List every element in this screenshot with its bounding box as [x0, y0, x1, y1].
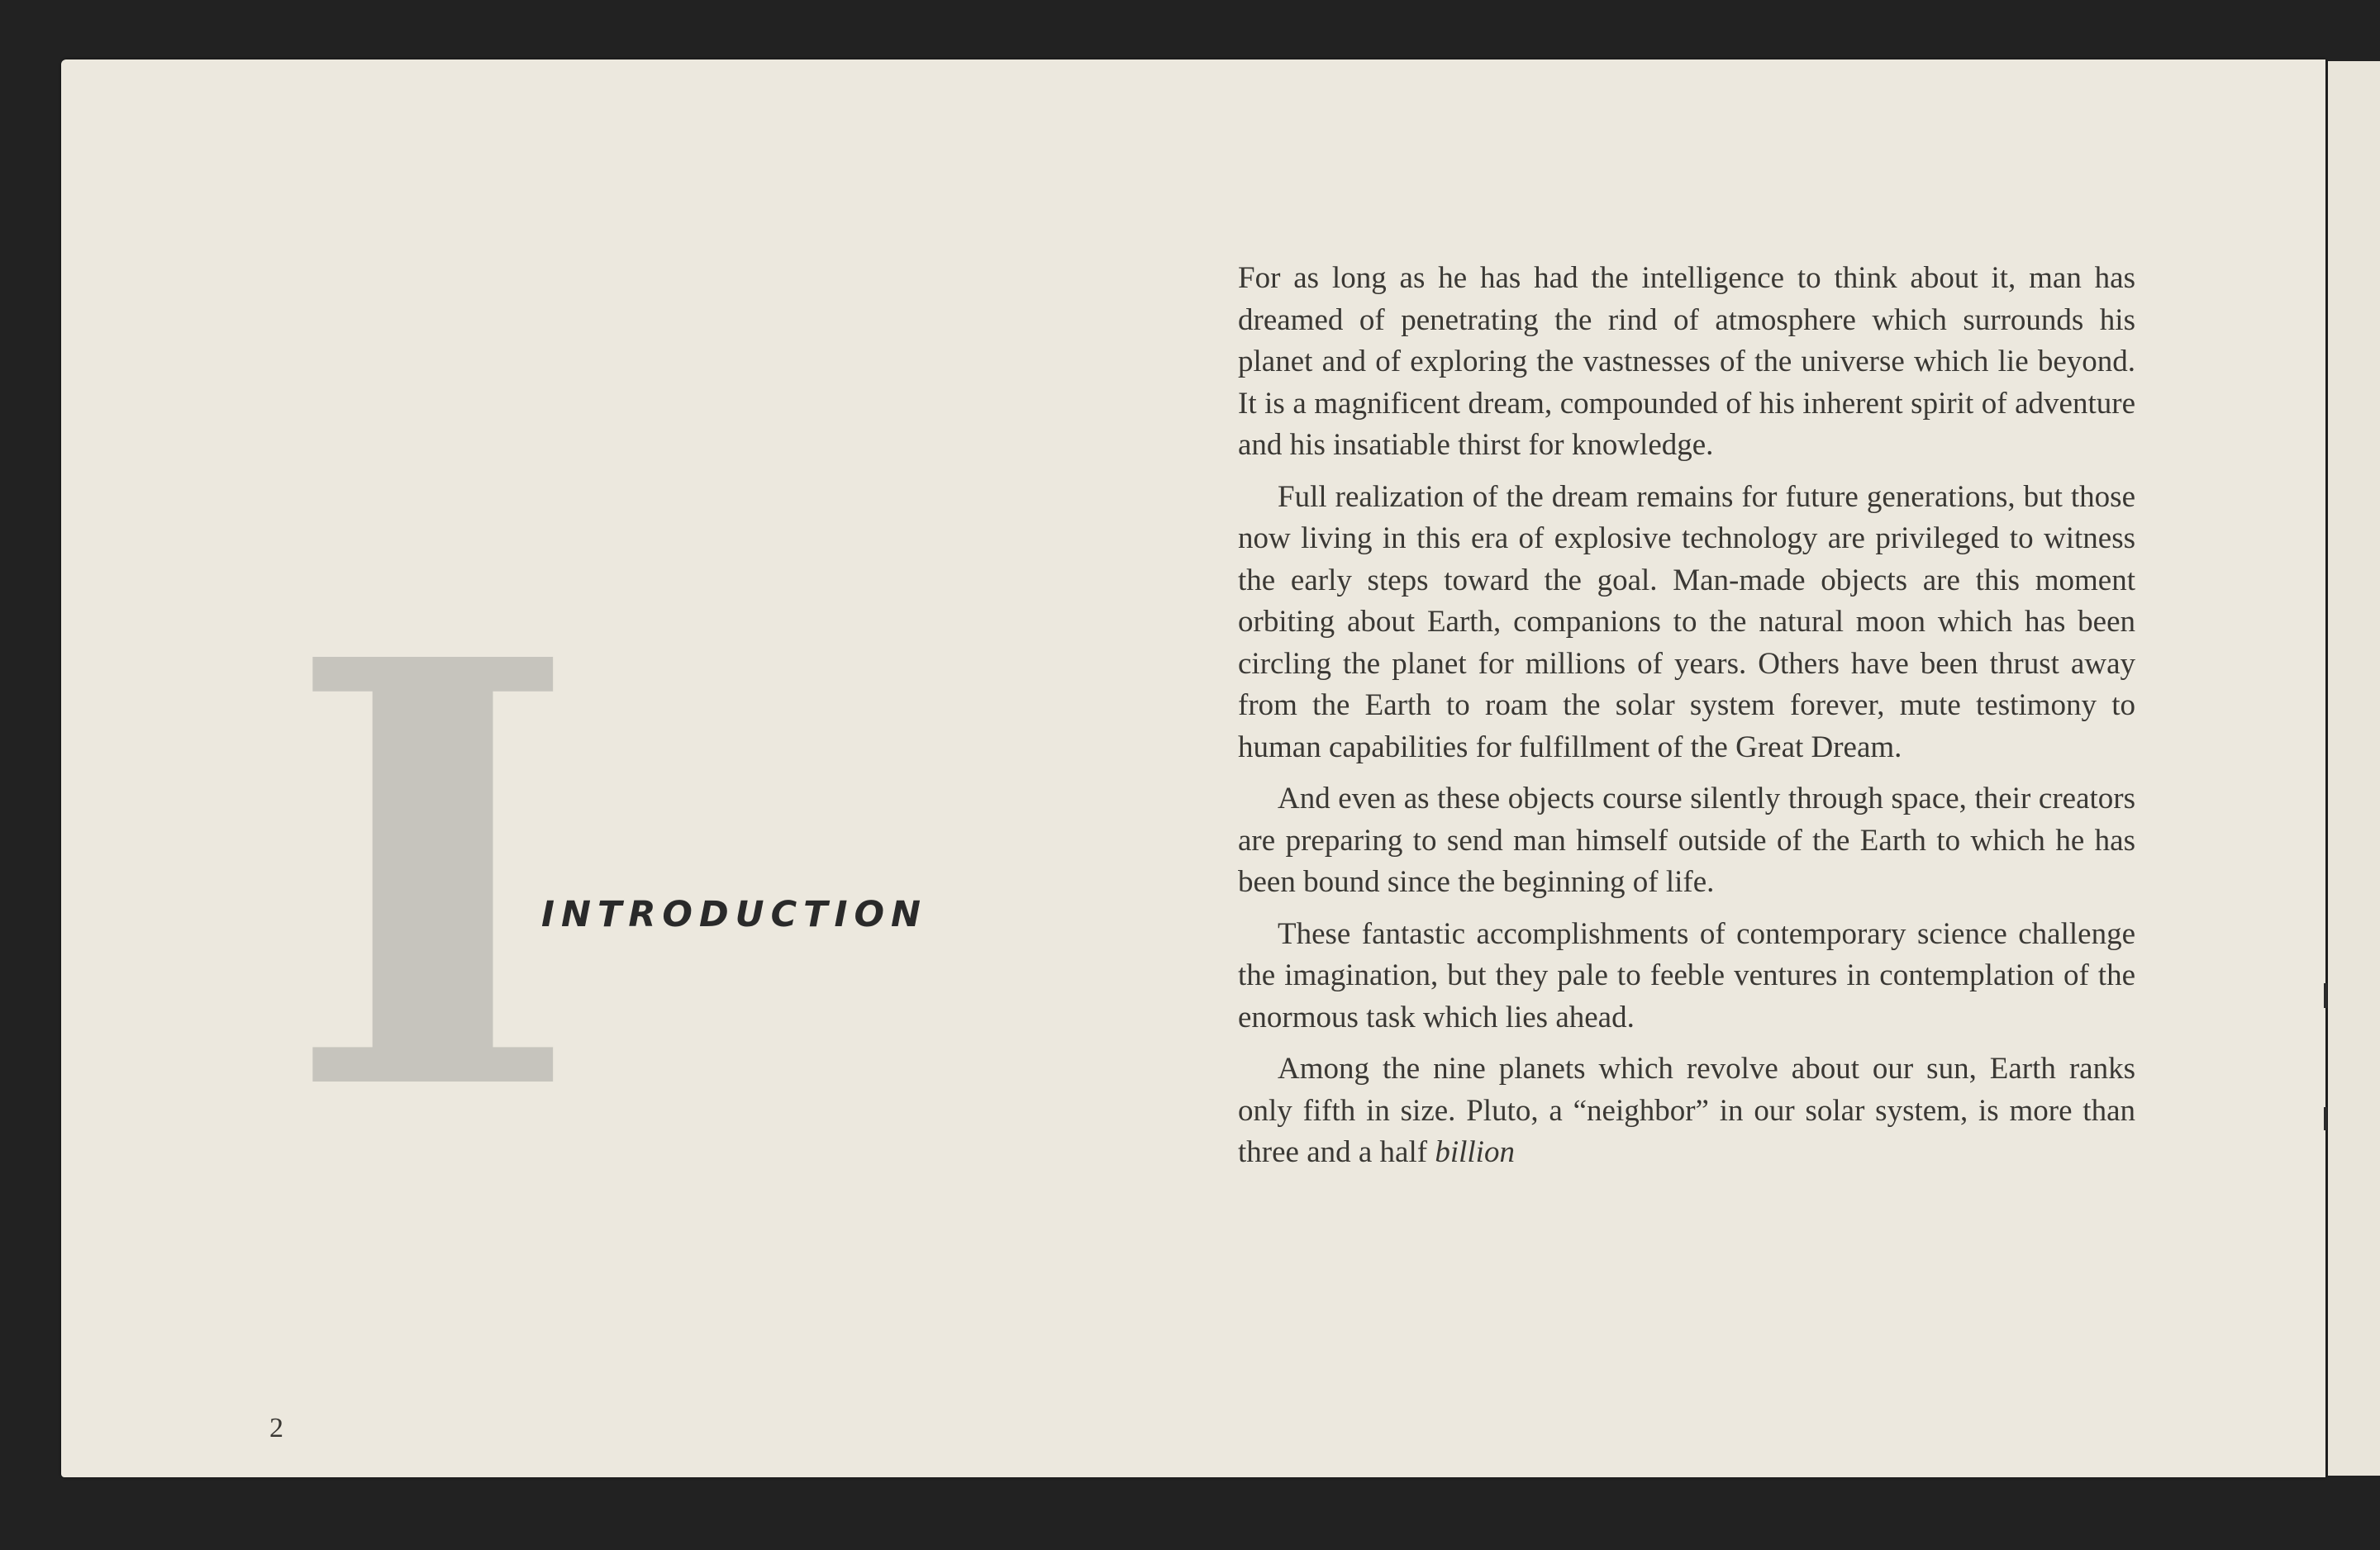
paragraph-5-text: Among the nine planets which revolve about our sun, Earth ranks only fifth in size. Pluto, a “neighbor” in our solar system, is more than three and a half	[1238, 1052, 2135, 1169]
page-number: 2	[269, 1413, 283, 1443]
gutter-mark	[2324, 983, 2327, 1008]
paragraph-2: Full realization of the dream remains for future generations, but those now living in this era of explosive technology are privileged to witness the early steps toward the goal. Man-made objects are this moment orbiting about Earth, companions to the natural moon which has been circling the planet for millions of years. Others have been thrust away from the Earth to roam the solar system forever, mute testimony to human capabilities for fulfillment of the Great Dream.	[1238, 479, 2135, 764]
paragraph-3: And even as these objects course silently through space, their creators are preparing to send man himself outside of the Earth to which he has been bound since the beginning of life.	[1238, 782, 2135, 899]
left-page	[61, 59, 2325, 1477]
paragraph-5	[1238, 1048, 2135, 1174]
adjacent-page-edge	[2325, 61, 2380, 1476]
section-title: INTRODUCTION	[541, 894, 928, 935]
paragraph-1: For as long as he has had the intelligence to think about it, man has dreamed of penetrating the rind of atmosphere which surrounds his planet and of exploring the vastnesses of the universe which lie beyond. It is a magnificent dream, compounded of his inherent spirit of adventure and his insatiable thirst for knowledge.	[1238, 261, 2135, 462]
paragraph-5-italic-word: billion	[1435, 1135, 1515, 1169]
section-numeral: I	[283, 535, 583, 1220]
body-text	[1238, 258, 2135, 1184]
paragraph-4: These fantastic accomplishments of contemporary science challenge the imagination, but they pale to feeble ventures in contemplation of the enormous task which lies ahead.	[1238, 916, 2135, 1034]
gutter-mark	[2324, 1107, 2327, 1130]
